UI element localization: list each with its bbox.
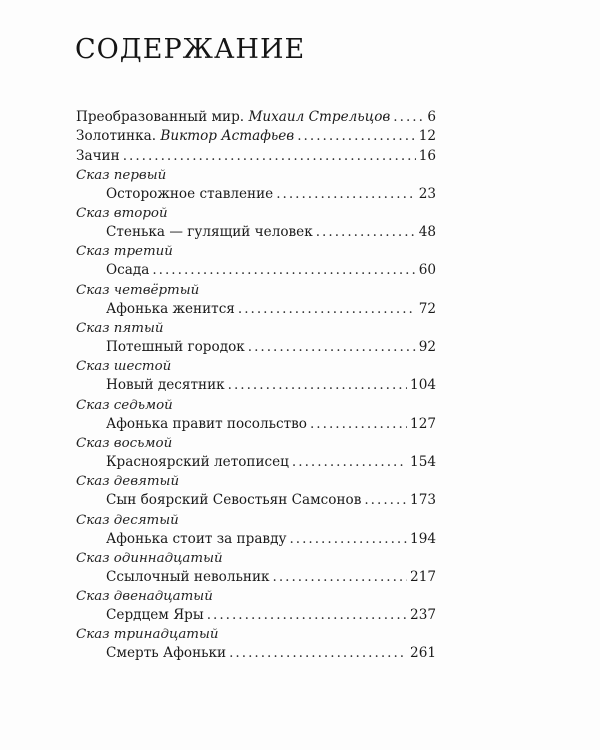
leader-dots (316, 223, 416, 242)
page-number: 237 (410, 607, 436, 624)
toc-entry (76, 185, 436, 204)
toc-entry (76, 261, 436, 280)
entry-text: Стенька — гулящий человек (106, 224, 313, 241)
leader-dots (297, 127, 415, 146)
toc-entry (76, 147, 436, 166)
page-number: 127 (410, 415, 436, 432)
page-number: 6 (427, 109, 436, 125)
toc-entry-title (106, 338, 245, 357)
chapter-heading: Сказ одиннадцатый (76, 550, 223, 566)
toc-entry-title (106, 568, 270, 587)
toc-entry-title (76, 127, 294, 146)
toc-entry (76, 491, 436, 510)
toc-entry (76, 300, 436, 319)
page-number: 194 (410, 530, 436, 547)
toc-entry (76, 376, 436, 395)
entry-text: Сын боярский Севостьян Самсонов (106, 492, 362, 509)
leader-dots (248, 338, 416, 357)
toc-entry-title (76, 108, 390, 127)
page-title: СОДЕРЖАНИЕ (75, 34, 306, 65)
chapter-heading: Сказ третий (76, 244, 173, 260)
toc-entry (76, 338, 436, 357)
leader-dots (123, 147, 416, 166)
page-number: 12 (418, 128, 436, 145)
page-number: 23 (418, 185, 436, 202)
page-number: 261 (410, 645, 436, 662)
table-of-contents (76, 108, 436, 664)
toc-entry-title (106, 453, 289, 472)
chapter-heading: Сказ тринадцатый (76, 627, 219, 643)
page-number: 16 (418, 147, 436, 164)
page-number: 154 (410, 453, 436, 470)
leader-dots (364, 491, 407, 510)
chapter-heading: Сказ девятый (76, 474, 180, 490)
entry-text: Сердцем Яры (106, 607, 204, 624)
chapter-heading: Сказ десятый (76, 512, 179, 528)
chapter-heading: Сказ второй (76, 206, 168, 222)
chapter-heading: Сказ шестой (76, 359, 172, 375)
chapter-heading: Сказ первый (76, 167, 167, 183)
chapter-heading: Сказ седьмой (76, 397, 173, 413)
toc-entry (76, 223, 436, 242)
leader-dots (273, 568, 408, 587)
entry-text: Потешный городок (106, 339, 245, 356)
entry-text: Зачин (76, 147, 120, 164)
toc-entry-title (106, 261, 149, 280)
page-number: 104 (410, 377, 436, 394)
entry-text: Красноярский летописец (106, 453, 289, 470)
toc-entry-title (106, 491, 361, 510)
leader-dots (207, 606, 407, 625)
chapter-heading: Сказ четвёртый (76, 282, 200, 298)
entry-text: Золотинка. (76, 128, 161, 145)
leader-dots (238, 300, 416, 319)
entry-text: Смерть Афоньки (106, 645, 227, 662)
toc-entry-title (106, 376, 225, 395)
leader-dots (292, 453, 407, 472)
leader-dots (310, 415, 407, 434)
toc-entry (76, 530, 436, 549)
toc-entry-title (106, 530, 286, 549)
toc-entry (76, 127, 436, 146)
entry-text: Новый десятник (106, 377, 225, 394)
entry-text: Афонька стоит за правду (106, 530, 287, 547)
entry-text: Осада (106, 262, 150, 279)
entry-author: Виктор Астафьев (160, 128, 295, 145)
page-number: 92 (418, 339, 436, 356)
chapter-heading: Сказ двенадцатый (76, 589, 213, 605)
chapter-heading: Сказ восьмой (76, 435, 173, 451)
toc-entry-title (106, 223, 313, 242)
toc-entry-title (106, 415, 307, 434)
entry-text: Ссылочный невольник (106, 568, 270, 585)
toc-entry-title (106, 644, 226, 663)
entry-author: Михаил Стрельцов (248, 109, 391, 125)
leader-dots (289, 530, 407, 549)
toc-entry (76, 606, 436, 625)
page-number: 173 (410, 492, 436, 509)
leader-dots (152, 261, 415, 280)
entry-text: Афонька правит посольство (106, 415, 307, 432)
leader-dots (393, 108, 424, 127)
toc-entry (76, 568, 436, 587)
leader-dots (276, 185, 415, 204)
toc-entry (76, 644, 436, 663)
toc-entry (76, 415, 436, 434)
leader-dots (228, 376, 407, 395)
toc-entry (76, 108, 436, 127)
chapter-heading: Сказ пятый (76, 321, 164, 337)
page-number: 48 (418, 224, 436, 241)
toc-entry-title (106, 185, 273, 204)
entry-text: Преобразованный мир. (76, 109, 249, 125)
leader-dots (229, 644, 407, 663)
toc-entry-title (106, 300, 235, 319)
entry-text: Осторожное ставление (106, 185, 274, 202)
page-number: 60 (418, 262, 436, 279)
page-number: 72 (418, 300, 436, 317)
toc-entry-title (106, 606, 204, 625)
page-number: 217 (410, 568, 436, 585)
toc-entry (76, 453, 436, 472)
entry-text: Афонька женится (106, 300, 235, 317)
toc-entry-title (76, 147, 120, 166)
